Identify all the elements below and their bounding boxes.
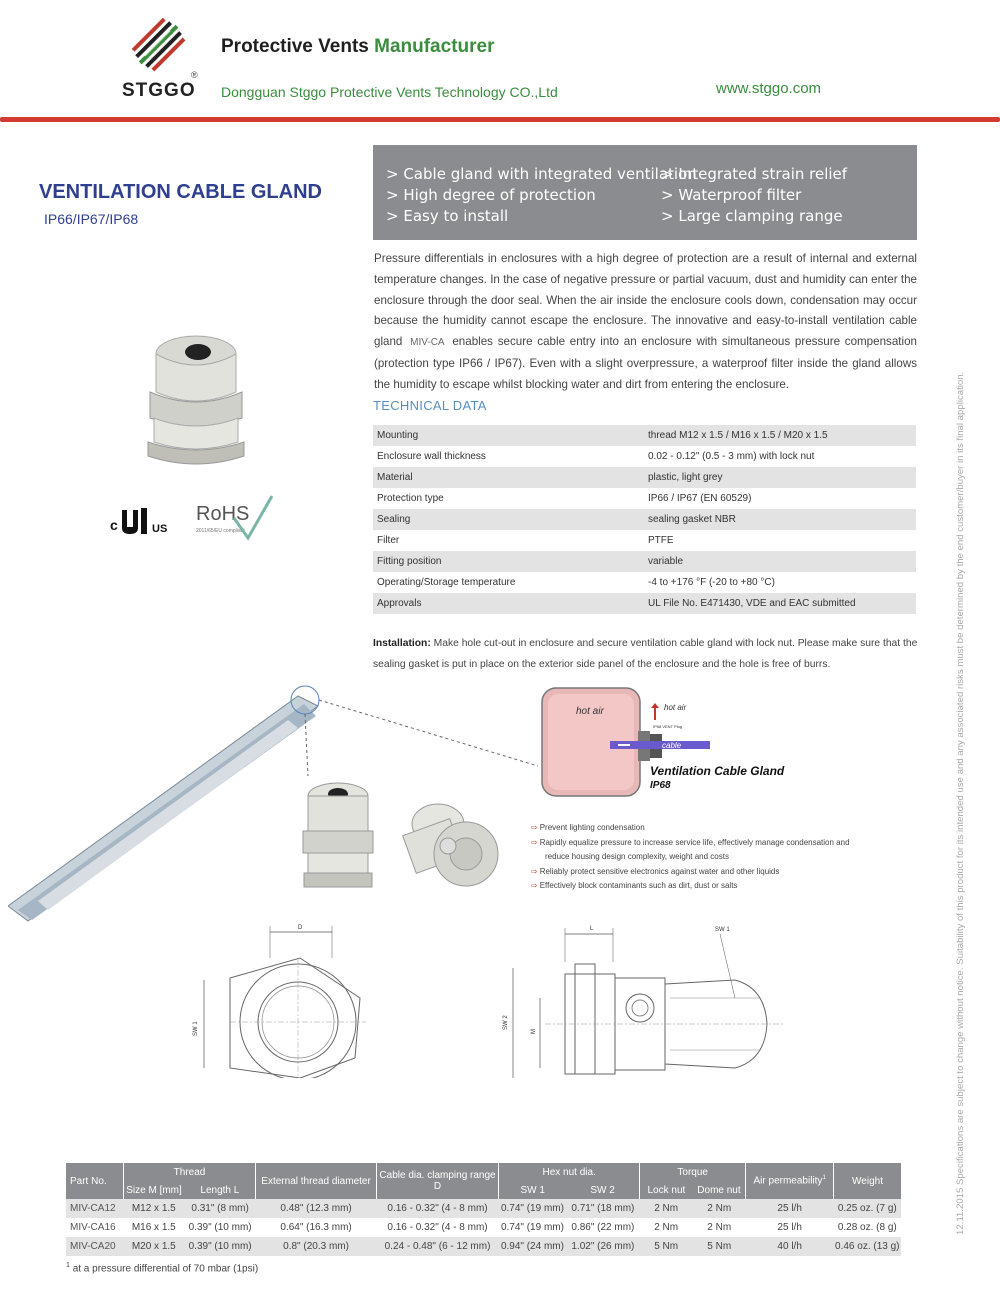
- model-name: MIV-CA: [410, 337, 445, 349]
- part-number-table: [66, 1163, 901, 1256]
- company-name: Dongguan Stggo Protective Vents Technology CO.,Ltd: [221, 84, 558, 100]
- tech-key: Operating/Storage temperature: [377, 577, 516, 588]
- sw1-dimension-label: SW 1: [193, 1021, 199, 1036]
- header-title-main: Protective Vents: [221, 36, 369, 57]
- feature-item: > Integrated strain relief: [661, 165, 848, 183]
- tech-key: Enclosure wall thickness: [377, 451, 486, 462]
- footnote: $^1$ at a pressure differential of 70 mbar (1psi): [66, 1262, 259, 1275]
- description: [374, 249, 917, 396]
- hot-air-inside-label: hot air: [576, 706, 604, 717]
- tech-row: [373, 593, 916, 614]
- tech-value: UL File No. E471430, VDE and EAC submitted: [648, 598, 856, 609]
- table-header-row: [66, 1163, 901, 1181]
- tech-value: variable: [648, 556, 684, 567]
- description-part1: Pressure differentials in enclosures with a high degree of protection are a result of internal and external temperature changes. In the case of negative pressure or partial vacuum, dust and humidity can enter the enclosure through the door seal. When the air inside the enclosure cools down, condensation may occur because the humidity cannot escape the enclosure. The innovative and easy-to-install ventilation cable gland: [374, 252, 917, 349]
- tech-value: plastic, light grey: [648, 472, 723, 483]
- header-weight: Weight: [834, 1163, 901, 1199]
- sw1b-dimension-label: SW 1: [715, 927, 730, 933]
- side-view-drawing: [495, 918, 815, 1080]
- sw2-dimension-label: SW 2: [503, 1015, 509, 1030]
- tech-value: -4 to +176 °F (-20 to +80 °C): [648, 577, 775, 588]
- up-arrow-icon: [651, 703, 659, 720]
- features-right: [661, 164, 847, 227]
- diagram-caption: Ventilation Cable Gland: [650, 764, 785, 778]
- certification-logos: [110, 494, 280, 544]
- installation-text: Make hole cut-out in enclosure and secure ventilation cable gland with lock nut. Please make sure that the sealing gasket is put in place on the exterior side panel of the enclosure and the hole is free of burrs.: [373, 638, 918, 670]
- tech-row: [373, 467, 916, 488]
- disclaimer: 12.11.2015 Specifications are subject to change without notice. Suitability of this product for its intended use and any associated risks must be determined by the end customer/buyer in its final application.: [955, 371, 966, 1235]
- benefit-item-continued: reduce housing design complexity, weight and costs: [545, 852, 729, 861]
- header-part-no: Part No.: [66, 1163, 123, 1199]
- header-cable-range: Cable dia. clamping range D: [376, 1163, 498, 1199]
- benefits-list: [531, 821, 850, 894]
- rohs-text: RoHS: [196, 503, 250, 525]
- website-link[interactable]: www.stggo.com: [716, 80, 822, 97]
- cable-label: cable: [662, 741, 682, 750]
- logo-text: STGGO: [122, 80, 196, 101]
- technical-data-title: TECHNICAL DATA: [373, 398, 487, 413]
- tech-row: [373, 551, 916, 572]
- ul-prefix: c: [110, 517, 118, 533]
- m-dimension-label: M: [531, 1029, 537, 1034]
- feature-item: > Large clamping range: [661, 207, 843, 225]
- product-rating: IP66/IP67/IP68: [44, 211, 139, 227]
- tech-key: Mounting: [377, 430, 419, 441]
- features-box: [373, 145, 917, 240]
- feature-item: > Waterproof filter: [661, 186, 802, 204]
- header-title: [221, 36, 494, 58]
- tech-row: [373, 572, 916, 593]
- tech-value: PTFE: [648, 535, 674, 546]
- tech-row: [373, 530, 916, 551]
- installation-label: Installation:: [373, 638, 431, 649]
- front-view-drawing: [190, 918, 370, 1078]
- d-dimension-label: D: [298, 925, 303, 931]
- arrow-icon: ⇨: [531, 837, 538, 847]
- tech-key: Protection type: [377, 493, 444, 504]
- ventilation-diagram: [540, 686, 870, 806]
- registered-mark: ®: [191, 70, 198, 80]
- header-air-permeability: Air permeability$^1$: [746, 1163, 834, 1199]
- header-dome-nut: Dome nut: [693, 1181, 746, 1199]
- ul-suffix: US: [152, 523, 168, 535]
- header-length: Length L: [184, 1181, 255, 1199]
- benefit-item: ⇨ Effectively block contaminants such as dirt, dust or salts: [531, 881, 738, 890]
- benefit-item: ⇨ Reliably protect sensitive electronics against water and other liquids: [531, 866, 780, 876]
- rohs-subtext: 2011/65/EU compliant: [196, 528, 245, 534]
- header-title-accent: Manufacturer: [374, 36, 495, 57]
- feature-item: > Cable gland with integrated ventilation: [386, 165, 697, 183]
- l-dimension-label: L: [590, 926, 594, 932]
- header-divider: [0, 117, 1000, 122]
- technical-data-table: [373, 425, 916, 614]
- benefit-item: ⇨ Prevent lighting condensation: [531, 823, 645, 832]
- arrow-icon: ⇨: [531, 881, 538, 890]
- header-size: Size M [mm]: [123, 1181, 184, 1199]
- vent-plug-label: IP68 VENT Plug: [653, 724, 683, 729]
- tech-value: IP66 / IP67 (EN 60529): [648, 493, 752, 504]
- table-row: MIV-CA20 M20 x 1.5 0.39" (10 mm) 0.8" (20.3 mm) 0.24 - 0.48" (6 - 12 mm) 0.94" (24 mm) 1.02" (26 mm) 5 Nm 5 Nm 40 l/h 0.46 oz. (13 g): [66, 1237, 901, 1256]
- tech-row: [373, 425, 916, 446]
- table-row: MIV-CA12 M12 x 1.5 0.31" (8 mm) 0.48" (12.3 mm) 0.16 - 0.32" (4 - 8 mm) 0.74" (19 mm) 0.71" (18 mm) 2 Nm 2 Nm 25 l/h 0.25 oz. (7 g): [66, 1199, 901, 1218]
- header-hex-nut: Hex nut dia.: [499, 1163, 640, 1181]
- header-external-thread: External thread diameter: [256, 1163, 376, 1199]
- diagram-caption-sub: IP68: [650, 780, 671, 791]
- cable-gland-photo: [138, 330, 256, 470]
- benefit-item: ⇨ Rapidly equalize pressure to increase service life, effectively manage condensation and: [531, 837, 850, 847]
- tech-value: sealing gasket NBR: [648, 514, 736, 525]
- tech-key: Fitting position: [377, 556, 442, 567]
- feature-item: > High degree of protection: [386, 186, 596, 204]
- features-left: [386, 164, 697, 227]
- product-title: VENTILATION CABLE GLAND: [39, 181, 322, 203]
- tech-key: Approvals: [377, 598, 422, 609]
- tech-value: thread M12 x 1.5 / M16 x 1.5 / M20 x 1.5: [648, 430, 828, 441]
- tech-row: [373, 446, 916, 467]
- description-part2: enables secure cable entry into an enclosure with simultaneous pressure compensation (protection type IP66 / IP67). Even with a slight overpressure, a waterproof filter inside the gland allows the humidity to escape whilst blocking water and dirt from entering the enclosure.: [374, 335, 917, 391]
- tech-row: [373, 488, 916, 509]
- ul-icon: [122, 510, 138, 534]
- tech-key: Sealing: [377, 514, 411, 525]
- stggo-logo-icon: [128, 14, 192, 78]
- feature-item: > Easy to install: [386, 207, 509, 225]
- arrow-icon: ⇨: [531, 823, 538, 832]
- installation-note: [373, 634, 918, 675]
- tech-key: Material: [377, 472, 413, 483]
- table-row: MIV-CA16 M16 x 1.5 0.39" (10 mm) 0.64" (16.3 mm) 0.16 - 0.32" (4 - 8 mm) 0.74" (19 mm) 0.86" (22 mm) 2 Nm 2 Nm 25 l/h 0.28 oz. (8 g): [70, 1222, 897, 1233]
- arrow-icon: ⇨: [531, 866, 538, 876]
- lamp-application-photo: [8, 676, 538, 926]
- header-thread: Thread: [123, 1163, 256, 1181]
- hot-air-out-label: hot air: [664, 703, 687, 712]
- tech-value: 0.02 - 0.12" (0.5 - 3 mm) with lock nut: [648, 451, 815, 462]
- header-lock-nut: Lock nut: [640, 1181, 693, 1199]
- header-sw2: SW 2: [566, 1181, 639, 1199]
- header-torque: Torque: [640, 1163, 746, 1181]
- tech-key: Filter: [377, 535, 400, 546]
- tech-row: [373, 509, 916, 530]
- header-sw1: SW 1: [499, 1181, 566, 1199]
